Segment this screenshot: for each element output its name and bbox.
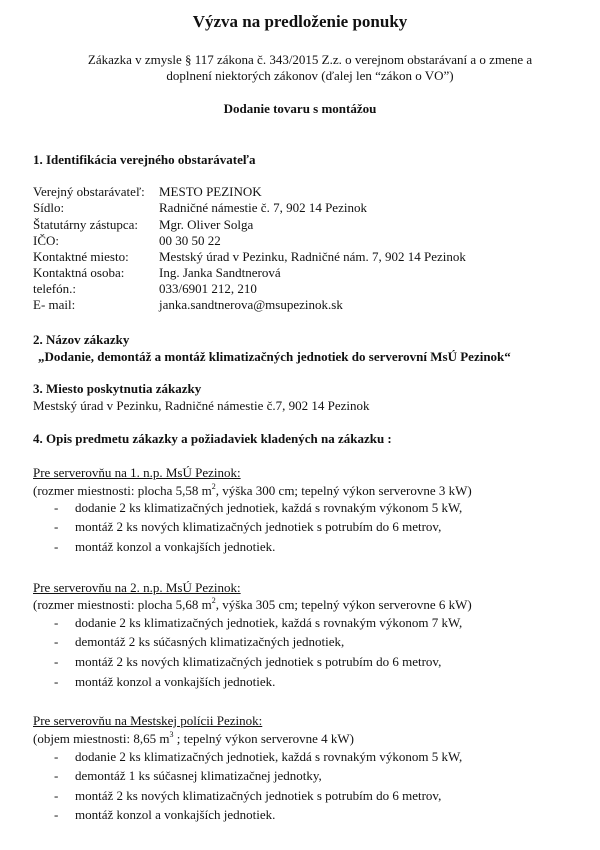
section-1-heading: 1. Identifikácia verejného obstarávateľa [33,152,256,167]
section-3-heading: 3. Miesto poskytnutia zákazky [33,381,202,396]
list-item-text: demontáž 1 ks súčasnej klimatizačnej jednotky, [75,768,322,783]
contact-value: Ing. Janka Sandtnerová [159,265,281,280]
list-dash: - [54,749,59,764]
contact-label: Sídlo: [33,200,65,215]
document-title: Výzva na predloženie ponuky [192,12,408,31]
list-item-text: demontáž 2 ks súčasných klimatizačných jednotiek, [75,634,345,649]
list-item-text: dodanie 2 ks klimatizačných jednotiek, každá s rovnakým výkonom 7 kW, [75,615,463,630]
list-dash: - [54,674,59,689]
contact-label: Štatutárny zástupca: [33,217,139,232]
contact-value: Mestský úrad v Pezinku, Radničné nám. 7, 902 14 Pezinok [159,249,466,264]
contact-label: Kontaktné miesto: [33,249,129,264]
spec-exponent: 2 [211,596,216,605]
contact-label: telefón.: [33,281,76,296]
contact-label: E- mail: [33,297,76,312]
spec-exponent: 2 [211,482,216,491]
list-item-text: montáž 2 ks nových klimatizačných jednotiek s potrubím do 6 metrov, [75,519,442,534]
list-item-text: montáž konzol a vonkajších jednotiek. [75,674,276,689]
list-dash: - [54,788,59,803]
contact-value: 033/6901 212, 210 [159,281,257,296]
list-item-text: dodanie 2 ks klimatizačných jednotiek, každá s rovnakým výkonom 5 kW, [75,500,463,515]
server-room-3-title: Pre serverovňu na Mestskej polícii Pezinok: [33,713,263,728]
spec-text: ; tepelný výkon serverovne 4 kW) [173,731,355,746]
server-room-2-title: Pre serverovňu na 2. n.p. MsÚ Pezinok: [33,580,241,595]
contact-value: MESTO PEZINOK [159,184,262,199]
list-item-text: montáž konzol a vonkajších jednotiek. [75,807,276,822]
intro-line: Zákazka v zmysle § 117 zákona č. 343/2015 Z.z. o verejnom obstarávaní a o zmene a [87,52,533,67]
spec-text: (objem miestnosti: 8,65 m [33,731,170,746]
intro-line: doplnení niektorých zákonov (ďalej len “zákon o VO”) [166,68,454,83]
list-item-text: dodanie 2 ks klimatizačných jednotiek, každá s rovnakým výkonom 5 kW, [75,749,463,764]
list-dash: - [54,500,59,515]
list-dash: - [54,634,59,649]
section-2-heading: 2. Názov zákazky [33,332,130,347]
spec-text: (rozmer miestnosti: plocha 5,68 m [33,597,212,612]
list-item-text: montáž konzol a vonkajších jednotiek. [75,539,276,554]
email-value: janka.sandtnerova@msupezinok.sk [159,297,343,312]
list-dash: - [54,807,59,822]
server-room-1-spec [33,483,472,499]
contact-value: Mgr. Oliver Solga [159,217,254,232]
intro-paragraph [50,52,570,84]
contact-label: Verejný obstarávateľ: [33,184,145,199]
list-dash: - [54,615,59,630]
contact-label: IČO: [33,233,59,248]
spec-text: (rozmer miestnosti: plocha 5,58 m [33,483,212,498]
server-room-1-title: Pre serverovňu na 1. n.p. MsÚ Pezinok: [33,465,241,480]
list-dash: - [54,768,59,783]
spec-exponent: 3 [169,730,174,739]
list-dash: - [54,654,59,669]
list-item-text: montáž 2 ks nových klimatizačných jednotiek s potrubím do 6 metrov, [75,654,442,669]
document-subtitle: Dodanie tovaru s montážou [223,101,377,116]
contact-label: Kontaktná osoba: [33,265,125,280]
contract-name: „Dodanie, demontáž a montáž klimatizačných jednotiek do serverovní MsÚ Pezinok“ [38,349,511,364]
spec-text: , výška 305 cm; tepelný výkon serverovne 6 kW) [215,597,472,612]
list-item-text: montáž 2 ks nových klimatizačných jednotiek s potrubím do 6 metrov, [75,788,442,803]
list-dash: - [54,519,59,534]
server-room-3-spec [33,731,354,747]
spec-text: , výška 300 cm; tepelný výkon serverovne 3 kW) [215,483,472,498]
section-4-heading: 4. Opis predmetu zákazky a požiadaviek kladených na zákazku : [33,431,392,446]
location-text: Mestský úrad v Pezinku, Radničné námestie č.7, 902 14 Pezinok [33,398,370,413]
contact-value: 00 30 50 22 [159,233,221,248]
list-dash: - [54,539,59,554]
contact-value: Radničné námestie č. 7, 902 14 Pezinok [159,200,367,215]
server-room-2-spec [33,597,472,613]
